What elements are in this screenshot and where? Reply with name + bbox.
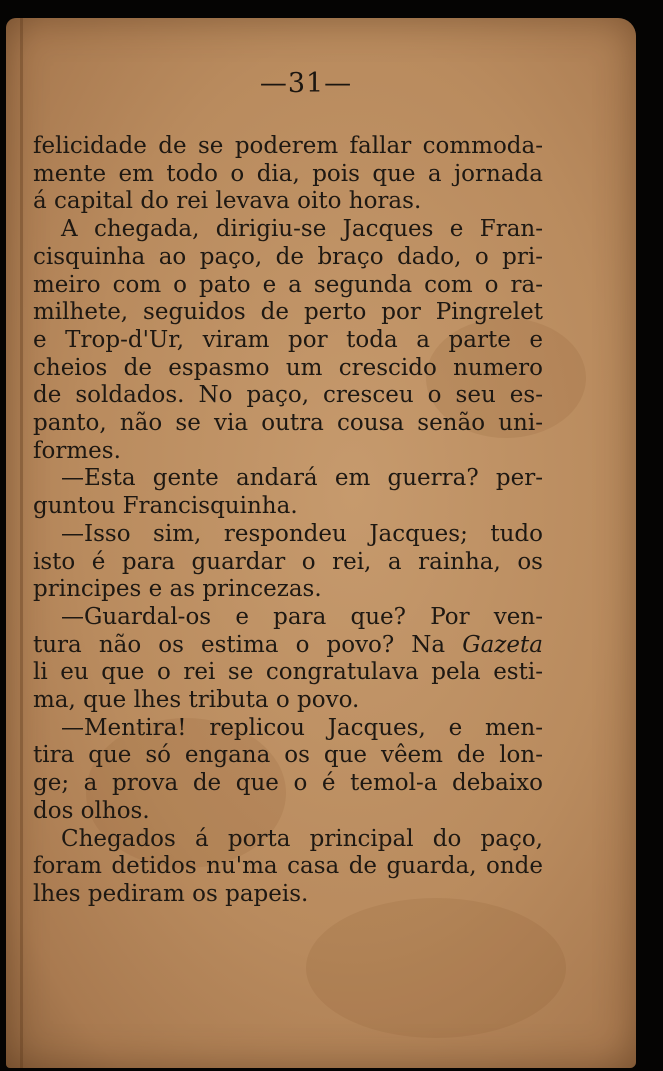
text-line: isto é para guardar o rei, a rainha, os xyxy=(33,548,543,575)
page-binding-edge xyxy=(20,18,23,1068)
page-number: —31— xyxy=(259,68,353,99)
text-line: A chegada, dirigiu-se Jacques e Fran- xyxy=(61,216,543,243)
text-line: ge; a prova de que o é temol-a debaixo xyxy=(33,770,543,797)
text-line: panto, não se via outra cousa senão uni- xyxy=(33,410,543,437)
text-line: milhete, seguidos de perto por Pingrelet xyxy=(33,299,543,326)
text-line: lhes pediram os papeis. xyxy=(33,880,309,907)
text-line: foram detidos nu'ma casa de guarda, onde xyxy=(33,853,543,880)
text-line: ma, que lhes tributa o povo. xyxy=(33,687,360,714)
text-line: e Trop-d'Ur, viram por toda a parte e xyxy=(33,326,543,353)
text-line: meiro com o pato e a segunda com o ra- xyxy=(33,271,543,298)
text-line: tura não os estima o povo? Na Gazeta xyxy=(33,631,543,658)
text-line: cheios de espasmo um crescido numero xyxy=(33,354,543,381)
text-line: —Guardal-os e para que? Por ven- xyxy=(61,603,543,630)
text-line: Chegados á porta principal do paço, xyxy=(61,825,543,852)
text-line: formes. xyxy=(33,437,121,464)
text-line: li eu que o rei se congratulava pela esti- xyxy=(33,659,543,686)
text-line: tira que só engana os que vêem de lon- xyxy=(33,742,543,769)
text-line: —Esta gente andará em guerra? per- xyxy=(61,465,543,492)
italic-title: Gazeta xyxy=(462,631,543,658)
text-line: felicidade de se poderem fallar commoda- xyxy=(33,133,543,159)
text-line: á capital do rei levava oito horas. xyxy=(33,188,422,215)
book-page xyxy=(6,18,636,1068)
text-line: mente em todo o dia, pois que a jornada xyxy=(33,160,543,187)
page-body-text xyxy=(33,133,543,909)
text-line: cisquinha ao paço, de braço dado, o pri- xyxy=(33,243,543,270)
paper-stain xyxy=(306,898,566,1038)
text-line: guntou Francisquinha. xyxy=(33,493,298,520)
text-line: dos olhos. xyxy=(33,797,150,824)
text-line: de soldados. No paço, cresceu o seu es- xyxy=(33,382,543,409)
text-line: principes e as princezas. xyxy=(33,576,322,603)
text-line: —Mentira! replicou Jacques, e men- xyxy=(61,714,543,741)
text-line: —Isso sim, respondeu Jacques; tudo xyxy=(61,520,543,547)
